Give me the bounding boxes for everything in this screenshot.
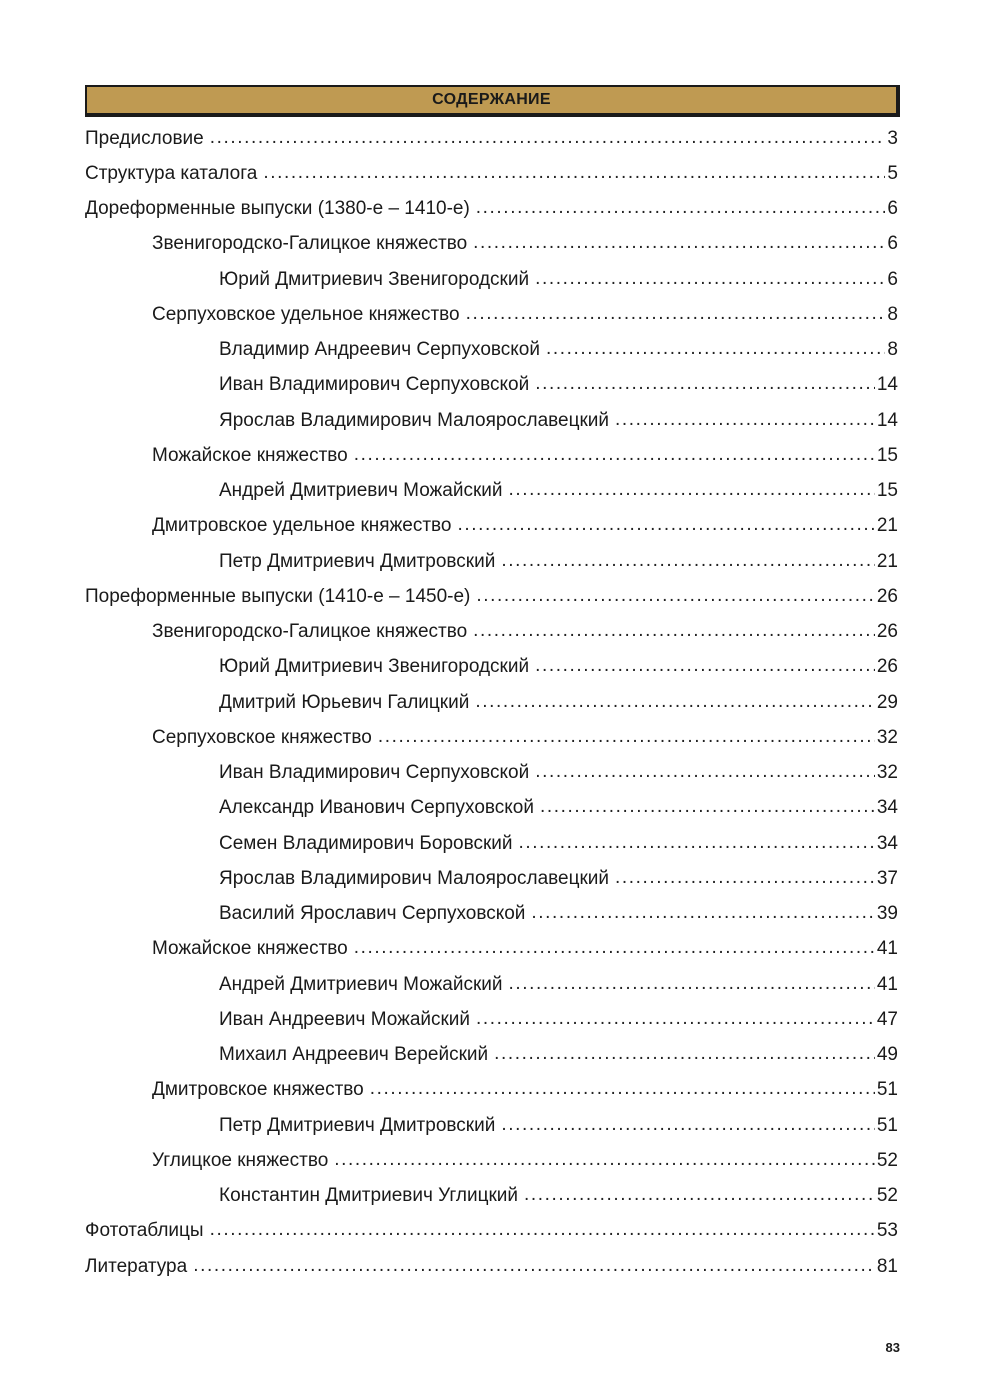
- toc-entry-page: 34: [876, 832, 898, 854]
- toc-entry-page: 8: [887, 303, 898, 325]
- toc-entry-label: Дореформенные выпуски (1380-е – 1410-е): [85, 198, 470, 220]
- toc-entry-label: Ярослав Владимирович Малоярославецкий: [219, 409, 610, 431]
- page-number: 83: [885, 1340, 900, 1355]
- toc-entry: [0, 192, 987, 227]
- toc-entry: [0, 720, 987, 755]
- toc-entry: [0, 897, 987, 932]
- toc-entry: [0, 685, 987, 720]
- toc-entry: [0, 262, 987, 297]
- toc-entry: [0, 650, 987, 685]
- toc-entry-page: 53: [876, 1220, 898, 1242]
- toc-entry-label: Можайское княжество: [152, 444, 348, 466]
- toc-dot-leader: [334, 1149, 875, 1171]
- toc-entry-label: Серпуховское удельное княжество: [152, 303, 460, 325]
- toc-entry-page: 41: [876, 938, 898, 960]
- toc-dot-leader: [473, 232, 885, 254]
- toc-entry: [0, 826, 987, 861]
- toc-entry: [0, 579, 987, 614]
- toc-entry-label: Иван Владимирович Серпуховской: [219, 762, 530, 784]
- toc-entry-label: Михаил Андреевич Верейский: [219, 1044, 489, 1066]
- toc-entry-page: 39: [876, 903, 898, 925]
- toc-entry-label: Серпуховское княжество: [152, 726, 372, 748]
- toc-entry-label: Владимир Андреевич Серпуховской: [219, 339, 540, 361]
- toc-entry: [0, 615, 987, 650]
- toc-dot-leader: [524, 1184, 875, 1206]
- toc-entry-label: Структура каталога: [85, 162, 258, 184]
- toc-dot-leader: [519, 832, 875, 854]
- toc-entry-page: 6: [887, 233, 898, 255]
- toc-entry: [0, 333, 987, 368]
- toc-entry-label: Семен Владимирович Боровский: [219, 832, 513, 854]
- toc-entry-page: 3: [887, 127, 898, 149]
- toc-dot-leader: [378, 726, 875, 748]
- toc-entry-page: 14: [876, 409, 898, 431]
- toc-entry: [0, 403, 987, 438]
- toc-entry: [0, 121, 987, 156]
- toc-entry-page: 6: [887, 198, 898, 220]
- toc-entry-label: Иван Владимирович Серпуховской: [219, 374, 530, 396]
- toc-entry-label: Пореформенные выпуски (1410-е – 1450-е): [85, 585, 471, 607]
- toc-entry-page: 34: [876, 797, 898, 819]
- toc-entry-label: Юрий Дмитриевич Звенигородский: [219, 268, 530, 290]
- toc-entry-page: 8: [887, 339, 898, 361]
- toc-entry-page: 5: [887, 162, 898, 184]
- toc-entry-label: Дмитровское княжество: [152, 1079, 364, 1101]
- toc-entry-label: Константин Дмитриевич Углицкий: [219, 1185, 518, 1207]
- toc-entry-label: Литература: [85, 1255, 188, 1277]
- toc-entry-label: Петр Дмитриевич Дмитровский: [219, 1114, 496, 1136]
- toc-dot-leader: [473, 620, 875, 642]
- toc-entry-page: 26: [876, 656, 898, 678]
- toc-dot-leader: [370, 1078, 875, 1100]
- toc-dot-leader: [458, 514, 875, 536]
- toc-entry-page: 26: [876, 585, 898, 607]
- toc-entry-page: 15: [876, 444, 898, 466]
- toc-dot-leader: [354, 444, 875, 466]
- toc-entry: [0, 1038, 987, 1073]
- toc-dot-leader: [508, 479, 874, 501]
- toc-entry-page: 32: [876, 726, 898, 748]
- toc-entry-label: Ярослав Владимирович Малоярославецкий: [219, 867, 610, 889]
- toc-entry-page: 49: [876, 1044, 898, 1066]
- toc-dot-leader: [535, 761, 875, 783]
- toc-entry-label: Дмитрий Юрьевич Галицкий: [219, 691, 470, 713]
- toc-entry: [0, 509, 987, 544]
- toc-dot-leader: [535, 655, 875, 677]
- toc-entry-page: 81: [876, 1255, 898, 1277]
- toc-dot-leader: [508, 973, 874, 995]
- toc-entry-label: Андрей Дмитриевич Можайский: [219, 480, 503, 502]
- toc-dot-leader: [466, 303, 886, 325]
- toc-dot-leader: [476, 197, 886, 219]
- toc-dot-leader: [540, 796, 875, 818]
- toc-entry-label: Углицкое княжество: [152, 1149, 329, 1171]
- toc-entry-page: 51: [876, 1114, 898, 1136]
- toc-dot-leader: [476, 1008, 875, 1030]
- toc-entry: [0, 544, 987, 579]
- toc-entry-page: 52: [876, 1149, 898, 1171]
- toc-dot-leader: [210, 1219, 875, 1241]
- toc-dot-leader: [615, 867, 875, 889]
- toc-entry-label: Предисловие: [85, 127, 204, 149]
- toc-entry: [0, 1143, 987, 1178]
- toc-entry-page: 32: [876, 762, 898, 784]
- toc-dot-leader: [615, 409, 875, 431]
- toc-entry: [0, 756, 987, 791]
- toc-dot-leader: [535, 373, 875, 395]
- toc-dot-leader: [535, 268, 885, 290]
- toc-entry: [0, 156, 987, 191]
- toc-entry: [0, 932, 987, 967]
- toc-dot-leader: [354, 937, 875, 959]
- toc-entry-page: 6: [887, 268, 898, 290]
- toc-entry-label: Звенигородско-Галицкое княжество: [152, 621, 468, 643]
- toc-entry-page: 29: [876, 691, 898, 713]
- toc-dot-leader: [546, 338, 885, 360]
- toc-entry-label: Звенигородско-Галицкое княжество: [152, 233, 468, 255]
- toc-dot-leader: [193, 1255, 875, 1277]
- toc-entry: [0, 1108, 987, 1143]
- toc-entry-page: 47: [876, 1008, 898, 1030]
- toc-entry-page: 21: [876, 515, 898, 537]
- toc-entry: [0, 861, 987, 896]
- toc-entry-label: Дмитровское удельное княжество: [152, 515, 452, 537]
- table-of-contents: [0, 121, 987, 1284]
- toc-entry: [0, 1249, 987, 1284]
- toc-entry: [0, 791, 987, 826]
- toc-entry-label: Юрий Дмитриевич Звенигородский: [219, 656, 530, 678]
- toc-entry-label: Петр Дмитриевич Дмитровский: [219, 550, 496, 572]
- toc-entry-page: 52: [876, 1185, 898, 1207]
- toc-dot-leader: [263, 162, 885, 184]
- toc-entry: [0, 297, 987, 332]
- toc-entry: [0, 1073, 987, 1108]
- toc-entry: [0, 967, 987, 1002]
- toc-entry: [0, 1214, 987, 1249]
- toc-dot-leader: [531, 902, 874, 924]
- contents-header: [85, 85, 900, 117]
- toc-dot-leader: [501, 1114, 875, 1136]
- toc-entry: [0, 227, 987, 262]
- toc-entry-page: 26: [876, 621, 898, 643]
- toc-entry-page: 15: [876, 480, 898, 502]
- toc-entry-page: 51: [876, 1079, 898, 1101]
- toc-dot-leader: [476, 585, 874, 607]
- toc-entry-page: 41: [876, 973, 898, 995]
- toc-entry: [0, 474, 987, 509]
- toc-entry-page: 21: [876, 550, 898, 572]
- toc-dot-leader: [501, 550, 875, 572]
- toc-entry-label: Андрей Дмитриевич Можайский: [219, 973, 503, 995]
- toc-entry: [0, 1179, 987, 1214]
- toc-dot-leader: [475, 691, 875, 713]
- toc-entry: [0, 368, 987, 403]
- toc-entry-label: Фототаблицы: [85, 1220, 204, 1242]
- toc-entry-label: Иван Андреевич Можайский: [219, 1008, 471, 1030]
- toc-entry-label: Александр Иванович Серпуховской: [219, 797, 534, 819]
- toc-dot-leader: [210, 127, 886, 149]
- contents-title: СОДЕРЖАНИЕ: [432, 91, 551, 108]
- toc-entry-page: 37: [876, 867, 898, 889]
- toc-entry-page: 14: [876, 374, 898, 396]
- toc-entry: [0, 1002, 987, 1037]
- toc-entry-label: Можайское княжество: [152, 938, 348, 960]
- toc-dot-leader: [494, 1043, 875, 1065]
- toc-entry-label: Василий Ярославич Серпуховской: [219, 903, 526, 925]
- toc-entry: [0, 438, 987, 473]
